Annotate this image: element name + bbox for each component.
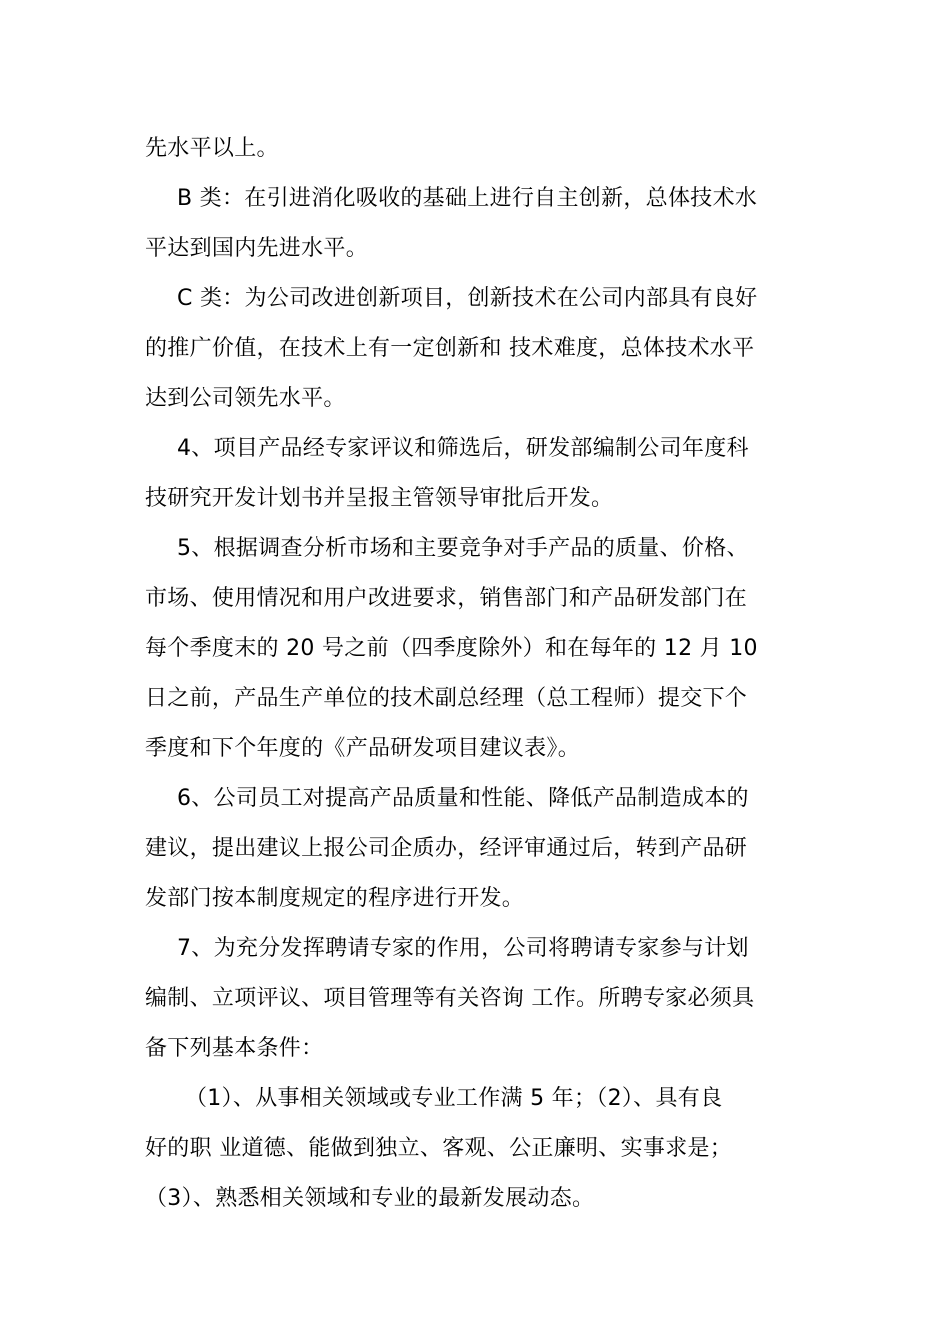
text-line-1: 先水平以上。 [145,136,279,161]
text-line-6: 达到公司领先水平。 [145,386,346,411]
text-line-21: 好的职 业道德、能做到独立、客观、公正廉明、实事求是； [145,1136,733,1161]
text-line-22: （3）、熟悉相关领域和专业的最新发展动态。 [145,1186,595,1211]
text-line-19: 备下列基本条件： [145,1036,324,1061]
text-line-10: 市场、使用情况和用户改进要求，销售部门和产品研发部门在 [145,586,748,611]
text-line-5: 的推广价值，在技术上有一定创新和 技术难度，总体技术水平 [145,336,755,361]
text-line-17: 7、为充分发挥聘请专家的作用，公司将聘请专家参与计划 [177,936,749,961]
text-line-12: 日之前，产品生产单位的技术副总经理（总工程师）提交下个 [145,686,748,711]
text-line-16: 发部门按本制度规定的程序进行开发。 [145,886,525,911]
text-line-14: 6、公司员工对提高产品质量和性能、降低产品制造成本的 [177,786,749,811]
text-line-7: 4、项目产品经专家评议和筛选后，研发部编制公司年度科 [177,436,749,461]
text-line-18: 编制、立项评议、项目管理等有关咨询 工作。所聘专家必须具 [145,986,755,1011]
text-line-2: B 类：在引进消化吸收的基础上进行自主创新，总体技术水 [177,186,758,211]
text-line-3: 平达到国内先进水平。 [145,236,369,261]
text-line-9: 5、根据调查分析市场和主要竞争对手产品的质量、价格、 [177,536,749,561]
text-line-13: 季度和下个年度的《产品研发项目建议表》。 [145,736,581,761]
text-line-4: C 类：为公司改进创新项目，创新技术在公司内部具有良好 [177,286,758,311]
text-line-8: 技研究开发计划书并呈报主管领导审批后开发。 [145,486,614,511]
text-line-11: 每个季度末的 20 号之前（四季度除外）和在每年的 12 月 10 [145,636,758,661]
text-line-20: （1）、从事相关领域或专业工作满 5 年；（2）、具有良 [185,1086,723,1111]
text-line-15: 建议，提出建议上报公司企质办，经评审通过后，转到产品研 [145,836,748,861]
